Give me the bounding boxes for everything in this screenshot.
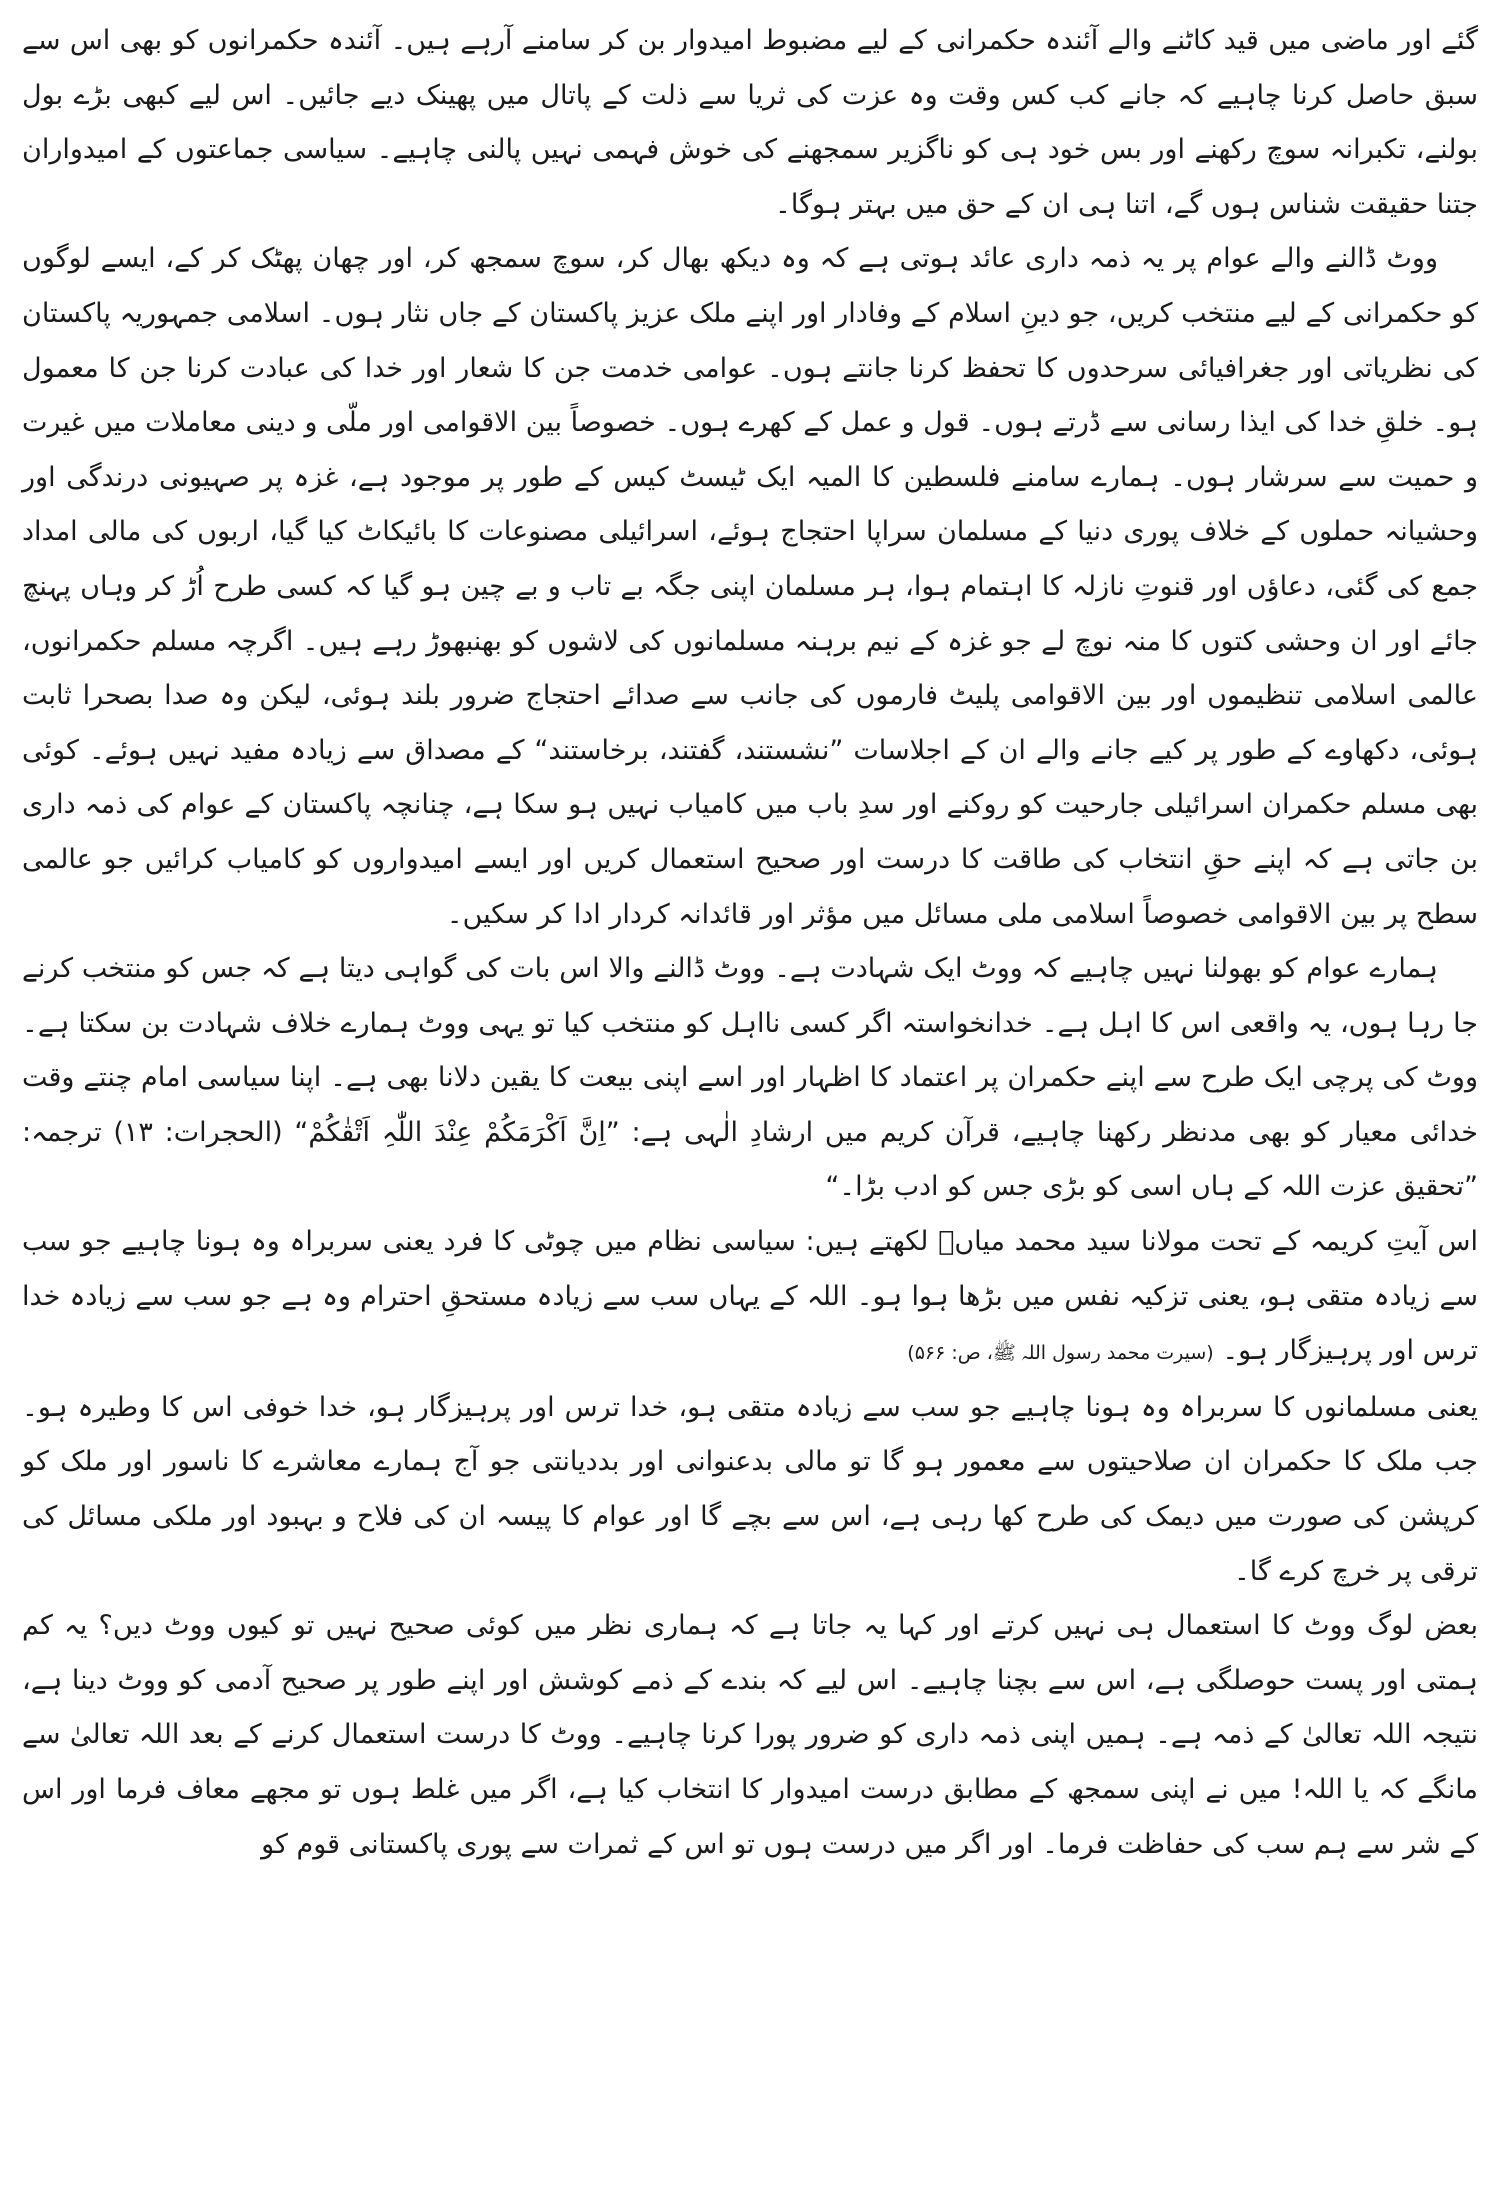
citation: (سیرت محمد رسول اللہ ﷺ، ص: ۵۶۶): [907, 1342, 1214, 1365]
paragraph-5: [22, 1381, 1478, 1599]
paragraph-4-text: اس آیتِ کریمہ کے تحت مولانا سید محمد میاںؒ لکھتے ہیں: سیاسی نظام میں چوٹی کا فرد یعنی سربراہ وہ ہونا چاہیے جو سب سے زیادہ متقی ہو، یعنی تزکیہ نفس میں بڑھا ہوا ہو۔ اللہ کے یہاں سب سے زیادہ مستحقِ احترام وہ ہے جو سب سے زیادہ خدا ترس اور پرہیزگار ہو۔: [22, 1226, 1478, 1367]
paragraph-5-text: یعنی مسلمانوں کا سربراہ وہ ہونا چاہیے جو سب سے زیادہ متقی ہو، خدا ترس اور پرہیزگار ہو، خدا خوفی اس کا وطیرہ ہو۔ جب ملک کا حکمران ان صلاحیتوں سے معمور ہو گا تو مالی بدعنوانی اور بددیانتی جو آج ہمارے معاشرے کا ناسور اور ملک کو کرپشن کی صورت میں دیمک کی طرح کھا رہی ہے، اس سے بچے گا اور عوام کا پیسہ ان کی فلاح و بہبود اور ملکی مسائل کی ترقی پر خرچ کرے گا۔: [22, 1391, 1478, 1587]
paragraph-6-text: بعض لوگ ووٹ کا استعمال ہی نہیں کرتے اور کہا یہ جاتا ہے کہ ہماری نظر میں کوئی صحیح نہیں تو کیوں ووٹ دیں؟ یہ کم ہمتی اور پست حوصلگی ہے، اس سے بچنا چاہیے۔ اس لیے کہ بندے کے ذمے کوشش اور اپنے طور پر صحیح آدمی کو ووٹ دینا ہے، نتیجہ اللہ تعالیٰ کے ذمہ ہے۔ ہمیں اپنی ذمہ داری کو ضرور پورا کرنا چاہیے۔ ووٹ کا درست استعمال کرنے کے بعد اللہ تعالیٰ سے مانگے کہ یا اللہ! میں نے اپنی سمجھ کے مطابق درست امیدوار کا انتخاب کیا ہے، اگر میں غلط ہوں تو مجھے معاف فرما اور اس کے شر سے ہم سب کی حفاظت فرما۔ اور اگر میں درست ہوں تو اس کے ثمرات سے پوری پاکستانی قوم کو: [22, 1610, 1478, 1860]
paragraph-1: [22, 14, 1478, 232]
paragraph-3: [22, 942, 1478, 1215]
paragraph-3-text: ہمارے عوام کو بھولنا نہیں چاہیے کہ ووٹ ایک شہادت ہے۔ ووٹ ڈالنے والا اس بات کی گواہی دیتا ہے کہ جس کو منتخب کرنے جا رہا ہوں، یہ واقعی اس کا اہل ہے۔ خدانخواستہ اگر کسی نااہل کو منتخب کیا تو یہی ووٹ ہمارے خلاف شہادت بن سکتا ہے۔ ووٹ کی پرچی ایک طرح سے اپنے حکمران پر اعتماد کا اظہار اور اسے اپنی بیعت کا یقین دلانا بھی ہے۔ اپنا سیاسی امام چنتے وقت خدائی معیار کو بھی مدنظر رکھنا چاہیے، قرآن کریم میں ارشادِ الٰہی ہے: ”اِنَّ اَکْرَمَکُمْ عِنْدَ اللّٰہِ اَتْقٰکُمْ“ (الحجرات: ۱۳) ترجمہ: ”تحقیق عزت اللہ کے ہاں اسی کو بڑی جس کو ادب بڑا۔“: [22, 953, 1478, 1203]
article-page: [22, 14, 1478, 2186]
paragraph-2: [22, 232, 1478, 942]
paragraph-6: [22, 1599, 1478, 1872]
paragraph-4: [22, 1215, 1478, 1381]
paragraph-2-text: ووٹ ڈالنے والے عوام پر یہ ذمہ داری عائد ہوتی ہے کہ وہ دیکھ بھال کر، سوچ سمجھ کر، اور چھان پھٹک کر کے، ایسے لوگوں کو حکمرانی کے لیے منتخب کریں، جو دینِ اسلام کے وفادار اور اپنے ملک عزیز پاکستان کے جاں نثار ہوں۔ اسلامی جمہوریہ پاکستان کی نظریاتی اور جغرافیائی سرحدوں کا تحفظ کرنا جانتے ہوں۔ عوامی خدمت جن کا شعار اور خدا کی عبادت کرنا جن کا معمول ہو۔ خلقِ خدا کی ایذا رسانی سے ڈرتے ہوں۔ قول و عمل کے کھرے ہوں۔ خصوصاً بین الاقوامی اور ملّی و دینی معاملات میں غیرت و حمیت سے سرشار ہوں۔ ہمارے سامنے فلسطین کا المیہ ایک ٹیسٹ کیس کے طور پر موجود ہے، غزہ پر صہیونی درندگی اور وحشیانہ حملوں کے خلاف پوری دنیا کے مسلمان سراپا احتجاج ہوئے، اسرائیلی مصنوعات کا بائیکاٹ کیا گیا، اربوں کی مالی امداد جمع کی گئی، دعاؤں اور قنوتِ نازلہ کا اہتمام ہوا، ہر مسلمان اپنی جگہ بے تاب و بے چین ہو گیا کہ کسی طرح اُڑ کر وہاں پہنچ جائے اور ان وحشی کتوں کا منہ نوچ لے جو غزہ کے نیم برہنہ مسلمانوں کی لاشوں کو بھنبھوڑ رہے ہیں۔ اگرچہ مسلم حکمرانوں، عالمی اسلامی تنظیموں اور بین الاقوامی پلیٹ فارموں کی جانب سے صدائے احتجاج ضرور بلند ہوئی، لیکن وہ صدا بصحرا ثابت ہوئی، دکھاوے کے طور پر کیے جانے والے ان کے اجلاسات ”نشستند، گفتند، برخاستند“ کے مصداق سے زیادہ مفید نہیں ہوئے۔ کوئی بھی مسلم حکمران اسرائیلی جارحیت کو روکنے اور سدِ باب میں کامیاب نہیں ہو سکا ہے، چنانچہ پاکستان کے عوام کی ذمہ داری بن جاتی ہے کہ اپنے حقِ انتخاب کی طاقت کا درست اور صحیح استعمال کریں اور ایسے امیدواروں کو کامیاب کرائیں جو عالمی سطح پر بین الاقوامی خصوصاً اسلامی ملی مسائل میں مؤثر اور قائدانہ کردار ادا کر سکیں۔: [22, 243, 1478, 930]
paragraph-1-text: گئے اور ماضی میں قید کاٹنے والے آئندہ حکمرانی کے لیے مضبوط امیدوار بن کر سامنے آرہے ہیں۔ آئندہ حکمرانوں کو بھی اس سے سبق حاصل کرنا چاہیے کہ جانے کب کس وقت وہ عزت کی ثریا سے ذلت کے پاتال میں پھینک دیے جائیں۔ اس لیے کبھی بڑے بول بولنے، تکبرانہ سوچ رکھنے اور بس خود ہی کو ناگزیر سمجھنے کی خوش فہمی نہیں پالنی چاہیے۔ سیاسی جماعتوں کے امیدواران جتنا حقیقت شناس ہوں گے، اتنا ہی ان کے حق میں بہتر ہوگا۔: [22, 25, 1478, 220]
